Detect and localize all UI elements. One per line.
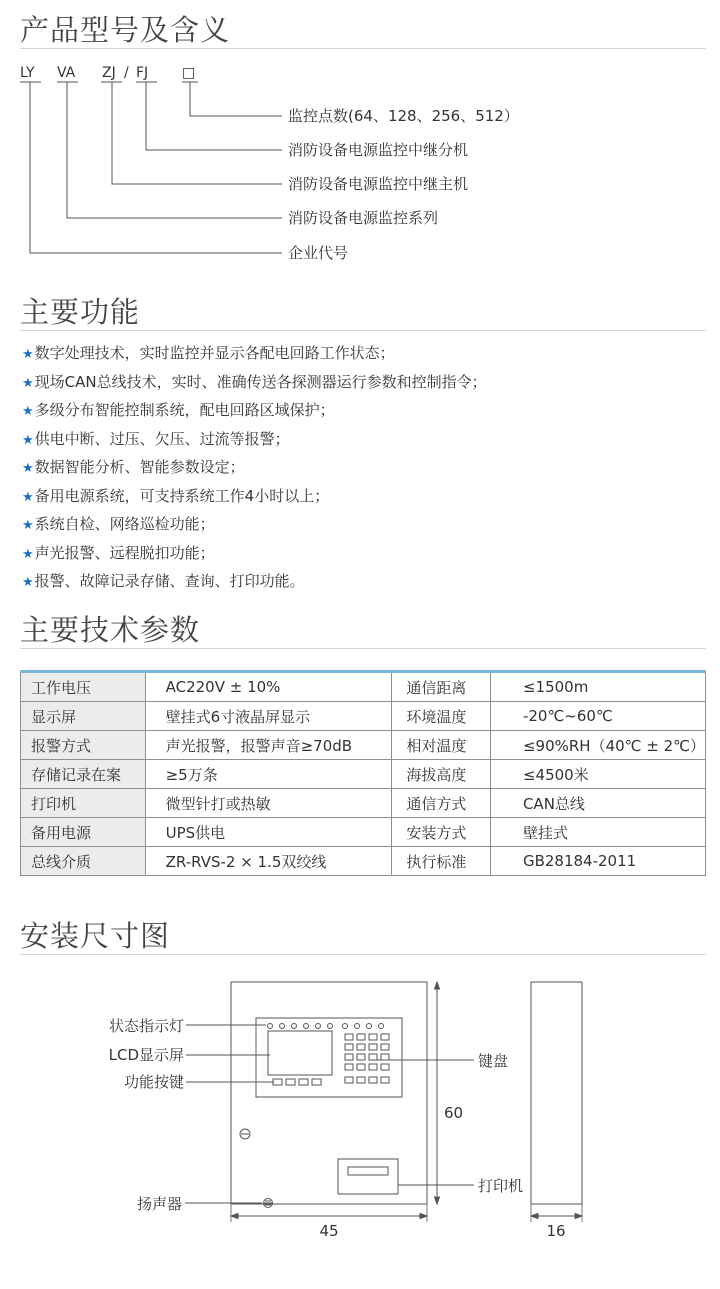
star-icon: ★ xyxy=(22,575,34,590)
code-zj: ZJ xyxy=(102,65,116,81)
label-lcd: LCD显示屏 xyxy=(108,1046,184,1064)
table-row: 存储记录在案 ≥5万条 海拔高度 ≤4500米 xyxy=(21,760,706,789)
list-item: ★多级分布智能控制系统，配电回路区域保护； xyxy=(22,401,335,419)
meaning-company: 企业代号 xyxy=(288,244,349,262)
table-row: 显示屏 壁挂式6寸液晶屏显示 环境温度 -20℃~60℃ xyxy=(21,702,706,731)
list-item: ★报警、故障记录存储、查询、打印功能。 xyxy=(22,572,305,590)
code-fj: FJ xyxy=(136,65,149,81)
status-lights xyxy=(268,1024,384,1029)
code-ly: LY xyxy=(20,65,35,81)
list-item: ★系统自检、网络巡检功能； xyxy=(22,515,215,533)
star-icon: ★ xyxy=(22,546,34,562)
label-function-keys: 功能按键 xyxy=(123,1073,184,1091)
star-icon: ★ xyxy=(22,461,34,476)
meaning-slave: 消防设备电源监控中继分机 xyxy=(288,141,469,159)
table-row: 总线介质 ZR-RVS-2 × 1.5双绞线 执行标准 GB28184-2011 xyxy=(21,847,706,876)
star-icon: ★ xyxy=(22,518,34,533)
function-keys xyxy=(273,1079,321,1085)
table-row: 报警方式 声光报警，报警声音≥70dB 相对温度 ≤90%RH（40℃ ± 2℃） xyxy=(21,731,706,760)
meaning-points: 监控点数(64、128、256、512） xyxy=(288,107,519,125)
star-icon: ★ xyxy=(22,432,34,448)
dim-depth: 16 xyxy=(546,1222,566,1240)
list-item: ★备用电源系统，可支持系统工作4小时以上； xyxy=(22,486,330,505)
table-row: 备用电源 UPS供电 安装方式 壁挂式 xyxy=(21,818,706,847)
table-row: 工作电压 AC220V ± 10% 通信距离 ≤1500m xyxy=(21,672,706,702)
spec-table xyxy=(20,670,706,876)
label-printer: 打印机 xyxy=(478,1177,524,1195)
list-item: ★数据智能分析、智能参数设定； xyxy=(22,458,245,476)
star-icon: ★ xyxy=(22,404,34,419)
list-item: ★数字处理技术，实时监控并显示各配电回路工作状态； xyxy=(22,344,395,362)
label-speaker: 扬声器 xyxy=(136,1195,182,1213)
list-item: ★供电中断、过压、欠压、过流等报警； xyxy=(22,429,290,448)
speaker-icon xyxy=(264,1199,273,1208)
model-code-diagram xyxy=(0,50,720,270)
table-row: 打印机 微型针打或热敏 通信方式 CAN总线 xyxy=(21,789,706,818)
star-icon: ★ xyxy=(22,347,34,362)
list-item: ★声光报警、远程脱扣功能； xyxy=(22,543,215,562)
specs-section-divider xyxy=(20,648,706,649)
model-section-divider xyxy=(20,48,706,49)
install-section-title: 安装尺寸图 xyxy=(20,919,171,953)
specs-section-title: 主要技术参数 xyxy=(20,613,201,647)
model-section-title: 产品型号及含义 xyxy=(20,13,231,47)
dim-width: 45 xyxy=(319,1222,339,1240)
lock-icon xyxy=(240,1129,250,1139)
label-keyboard: 键盘 xyxy=(478,1052,509,1070)
functions-section-title: 主要功能 xyxy=(20,295,141,329)
install-diagram xyxy=(0,954,720,1289)
keyboard-keys xyxy=(345,1034,389,1083)
functions-section-divider xyxy=(20,330,706,331)
printer-box xyxy=(338,1159,398,1194)
list-item: ★现场CAN总线技术，实时、准确传送各探测器运行参数和控制指令； xyxy=(22,372,487,391)
meaning-series: 消防设备电源监控系列 xyxy=(288,209,439,227)
cabinet-side xyxy=(531,982,582,1204)
lcd-screen xyxy=(268,1031,332,1075)
meaning-master: 消防设备电源监控中继主机 xyxy=(288,175,469,193)
code-box: □ xyxy=(182,65,196,81)
dim-height: 60 xyxy=(444,1104,464,1122)
code-slash: / xyxy=(124,65,129,81)
label-status-light: 状态指示灯 xyxy=(108,1017,184,1035)
star-icon: ★ xyxy=(22,375,34,391)
feature-list xyxy=(22,340,487,597)
star-icon: ★ xyxy=(22,489,34,505)
code-va: VA xyxy=(57,65,76,81)
